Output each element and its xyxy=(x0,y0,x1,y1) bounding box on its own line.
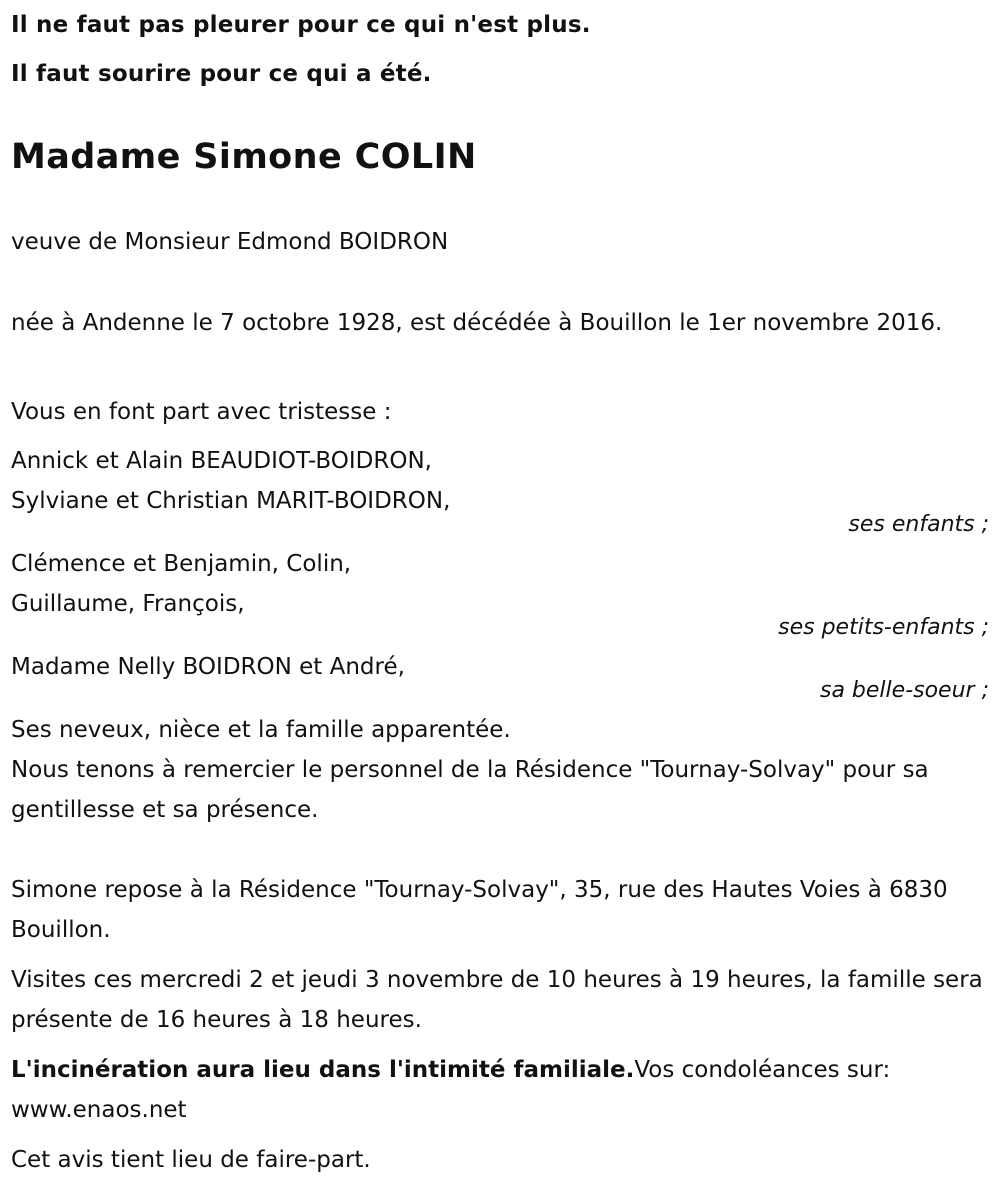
family-line: Ses neveux, nièce et la famille apparentée. xyxy=(11,717,511,743)
quote-line-2: Il faut sourire pour ce qui a été. xyxy=(11,61,432,87)
children-role: ses enfants ; xyxy=(848,512,989,537)
visits-paragraph: Visites ces mercredi 2 et jeudi 3 novembre de 10 heures à 19 heures, la famille sera présente de 16 heures à 18 heures. xyxy=(11,967,983,1033)
thanks-paragraph: Nous tenons à remercier le personnel de la Résidence "Tournay-Solvay" pour sa gentillesse et sa présence. xyxy=(11,757,929,823)
grandchild-1: Clémence et Benjamin, Colin, xyxy=(11,551,352,577)
grandchild-2: Guillaume, François, xyxy=(11,591,245,617)
birth-death-line: née à Andenne le 7 octobre 1928, est décédée à Bouillon le 1er novembre 2016. xyxy=(11,310,943,336)
sister-in-law-role: sa belle-soeur ; xyxy=(820,678,989,703)
deceased-name: Madame Simone COLIN xyxy=(11,137,477,177)
closing-line: Cet avis tient lieu de faire-part. xyxy=(11,1147,371,1173)
child-2: Sylviane et Christian MARIT-BOIDRON, xyxy=(11,488,451,514)
cremation-paragraph xyxy=(11,1050,989,1130)
sister-in-law: Madame Nelly BOIDRON et André, xyxy=(11,654,405,680)
quote-line-1: Il ne faut pas pleurer pour ce qui n'est plus. xyxy=(11,12,591,38)
cremation-notice: L'incinération aura lieu dans l'intimité familiale. xyxy=(11,1057,635,1083)
resting-place: Simone repose à la Résidence "Tournay-Solvay", 35, rue des Hautes Voies à 6830 Bouillon. xyxy=(11,877,948,943)
grandchildren-role: ses petits-enfants ; xyxy=(778,615,989,640)
child-1: Annick et Alain BEAUDIOT-BOIDRON, xyxy=(11,448,432,474)
spouse-line: veuve de Monsieur Edmond BOIDRON xyxy=(11,229,449,255)
condolences-text: Vos condoléances sur: www.enaos.net xyxy=(11,1057,891,1123)
announcers-intro: Vous en font part avec tristesse : xyxy=(11,399,392,425)
